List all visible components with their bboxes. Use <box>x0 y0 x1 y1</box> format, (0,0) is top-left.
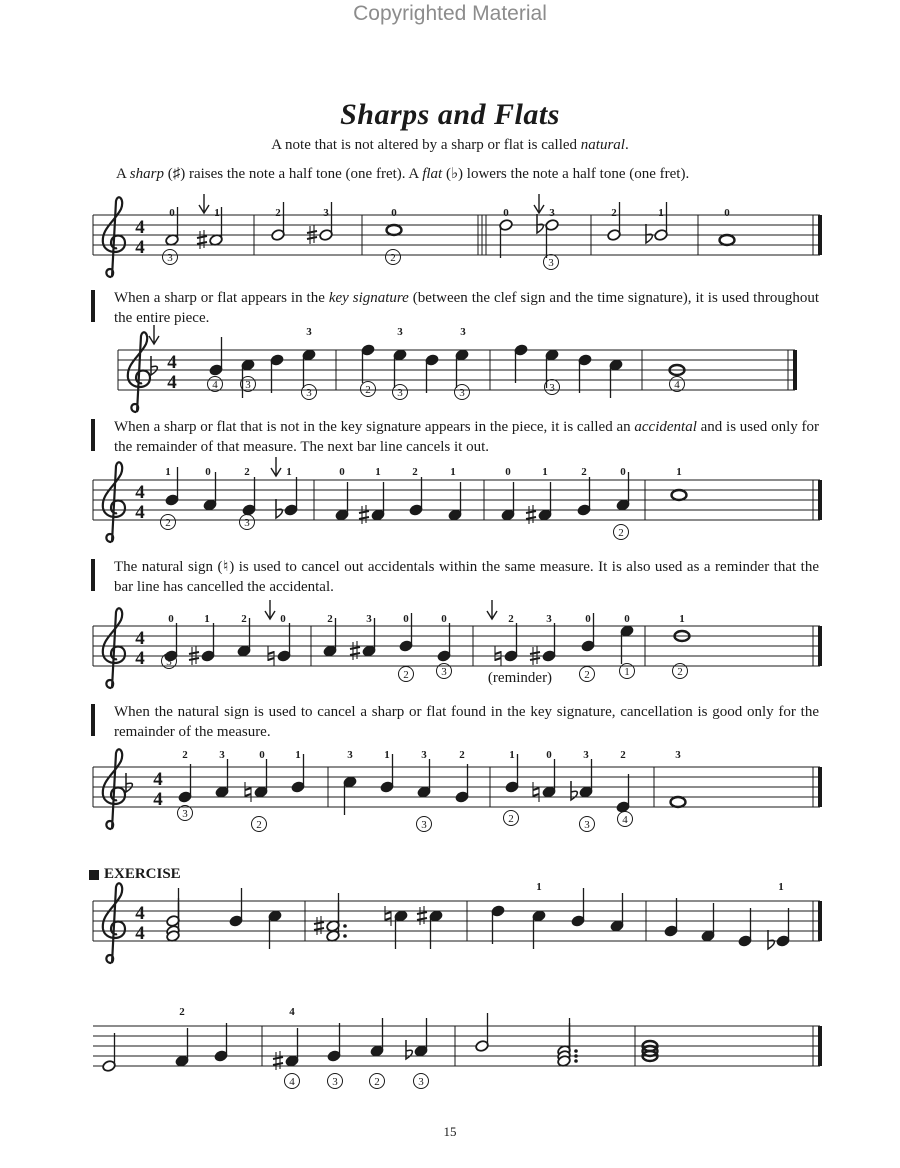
key-signature-term: key signature <box>328 290 409 306</box>
natural-sign-icon <box>385 906 391 926</box>
natural-sign-icon <box>533 782 539 802</box>
sharp-stroke <box>526 517 536 519</box>
staff-example-natural-sign <box>0 598 900 693</box>
string-number: 3 <box>244 517 250 529</box>
flat-icon <box>276 499 282 518</box>
fingering-number: 3 <box>323 207 329 219</box>
fingering-number: 0 <box>441 613 447 625</box>
down-arrow-icon <box>271 457 281 476</box>
fingering-number: 0 <box>585 613 591 625</box>
fingering-number: 1 <box>778 881 784 893</box>
string-number: 3 <box>167 252 173 264</box>
fingering-number: 0 <box>259 749 265 761</box>
fingering-number: 3 <box>306 326 312 338</box>
augmentation-dot <box>343 934 347 938</box>
sharp-flat-definition <box>116 164 816 184</box>
fingering-number: 1 <box>375 466 381 478</box>
flat-term: flat <box>422 166 443 182</box>
sharp-stroke <box>526 511 536 513</box>
fingering-number: 0 <box>205 466 211 478</box>
string-number: 1 <box>624 666 630 678</box>
sharp-stroke <box>359 517 369 519</box>
fingering-number: 3 <box>583 749 589 761</box>
natural-stroke <box>533 794 539 796</box>
time-signature-bottom: 4 <box>153 789 163 810</box>
string-number: 2 <box>374 1076 380 1088</box>
string-number: 2 <box>390 252 396 264</box>
down-arrow-icon <box>487 600 497 619</box>
fingering-number: 2 <box>182 749 188 761</box>
fingering-number: 0 <box>339 466 345 478</box>
fingering-number: 1 <box>679 613 685 625</box>
intro-text-end: . <box>624 137 629 153</box>
section-marker-bar <box>91 419 95 451</box>
fingering-number: 1 <box>509 749 515 761</box>
whole-note <box>387 225 402 235</box>
augmentation-dot <box>343 924 347 928</box>
key-signature-text-1: When a sharp or flat appears in the <box>114 290 329 306</box>
intro-emphasis: natural <box>580 137 625 153</box>
fingering-number: 0 <box>503 207 509 219</box>
fingering-number: 0 <box>403 613 409 625</box>
flat-icon <box>537 214 543 233</box>
flat-icon <box>646 224 652 243</box>
natural-stroke <box>385 912 391 914</box>
string-number: 2 <box>508 813 514 825</box>
key-signature-text-2: (between the clef sign and the time signature), it is used throughout the entire piece. <box>114 290 819 326</box>
heading-square-icon <box>89 870 99 880</box>
staff-example-cancellation <box>0 744 900 839</box>
page-title: Sharps and Flats <box>340 98 560 131</box>
exercise-heading-label: EXERCISE <box>104 866 181 882</box>
sharp-stroke <box>417 918 427 920</box>
sharp-flat-text-2: (♯) raises the note a half tone (one fret). A <box>163 166 423 182</box>
string-number: 2 <box>365 384 371 396</box>
time-signature-bottom: 4 <box>135 237 145 258</box>
intro-text-start: A note that is not altered by a sharp or flat is called <box>271 137 581 153</box>
time-signature-top: 4 <box>135 628 145 649</box>
whole-note <box>720 235 735 245</box>
sharp-stroke <box>350 647 360 649</box>
sharp-icon <box>314 916 324 935</box>
page-number: 15 <box>443 1124 457 1139</box>
fingering-number: 3 <box>397 326 403 338</box>
fingering-number: 3 <box>460 326 466 338</box>
fingering-number: 3 <box>219 749 225 761</box>
cancellation-paragraph: When the natural sign is used to cancel a sharp or flat found in the key signature, cancellation is good only for the remainder of the measure. <box>114 704 819 740</box>
natural-sign-icon <box>245 782 251 802</box>
fingering-number: 2 <box>241 613 247 625</box>
natural-stroke <box>495 658 501 660</box>
section-marker-bar <box>91 290 95 322</box>
fingering-number: 1 <box>542 466 548 478</box>
staff-example-accidentals <box>0 457 900 552</box>
sharp-stroke <box>530 652 540 654</box>
fingering-number: 2 <box>275 207 281 219</box>
fingering-number: 2 <box>459 749 465 761</box>
fingering-number: 2 <box>581 466 587 478</box>
augmentation-dot <box>574 1049 578 1053</box>
string-number: 3 <box>549 382 555 394</box>
string-number: 2 <box>165 517 171 529</box>
accidental-text-2: and is used only for the remainder of that measure. The next bar line cancels it out. <box>114 419 819 455</box>
fingering-number: 1 <box>204 613 210 625</box>
time-signature-top: 4 <box>135 217 145 238</box>
augmentation-dot <box>574 1059 578 1063</box>
fingering-number: 0 <box>724 207 730 219</box>
natural-stroke <box>245 794 251 796</box>
string-number: 3 <box>166 656 172 668</box>
string-number: 3 <box>245 379 251 391</box>
fingering-number: 0 <box>620 466 626 478</box>
natural-stroke <box>268 652 274 654</box>
time-signature-top: 4 <box>135 482 145 503</box>
sharp-stroke <box>307 231 317 233</box>
fingering-number: 1 <box>536 881 542 893</box>
fingering-number: 1 <box>450 466 456 478</box>
sharp-icon <box>273 1051 283 1070</box>
staff-example-sharps-flats <box>0 192 900 287</box>
staff-exercise-line-2 <box>0 1008 900 1103</box>
string-number: 2 <box>618 527 624 539</box>
treble-clef-icon <box>103 197 125 277</box>
sharp-stroke <box>314 928 324 930</box>
string-number: 3 <box>397 387 403 399</box>
string-number: 3 <box>306 387 312 399</box>
fingering-number: 1 <box>165 466 171 478</box>
natural-stroke <box>533 788 539 790</box>
string-number: 3 <box>421 819 427 831</box>
time-signature-top: 4 <box>135 903 145 924</box>
fingering-number: 1 <box>676 466 682 478</box>
string-number: 3 <box>584 819 590 831</box>
fingering-number: 3 <box>347 749 353 761</box>
fingering-number: 1 <box>295 749 301 761</box>
string-number: 3 <box>332 1076 338 1088</box>
sharp-icon <box>417 906 427 925</box>
fingering-number: 3 <box>549 207 555 219</box>
section-marker-bar <box>91 559 95 591</box>
string-number: 4 <box>622 814 628 826</box>
sharp-flat-text-1: A <box>116 166 130 182</box>
fingering-number: 3 <box>421 749 427 761</box>
fingering-number: 1 <box>384 749 390 761</box>
treble-clef-icon <box>128 332 150 412</box>
fingering-number: 0 <box>505 466 511 478</box>
fingering-number: 2 <box>508 613 514 625</box>
string-number: 3 <box>418 1076 424 1088</box>
staff-example-key-signature <box>0 326 900 412</box>
sharp-stroke <box>189 652 199 654</box>
sharp-stroke <box>314 922 324 924</box>
string-number: 3 <box>459 387 465 399</box>
accidental-text-1: When a sharp or flat that is not in the key signature appears in the piece, it is called an <box>114 419 635 435</box>
fingering-number: 2 <box>611 207 617 219</box>
sharp-stroke <box>307 237 317 239</box>
string-number: 3 <box>182 808 188 820</box>
augmentation-dot <box>574 1054 578 1058</box>
fingering-number: 0 <box>546 749 552 761</box>
fingering-number: 2 <box>179 1006 185 1018</box>
sharp-stroke <box>189 658 199 660</box>
string-number: 4 <box>289 1076 295 1088</box>
natural-sign-paragraph: The natural sign (♮) is used to cancel out accidentals within the same measure. It is also used as a reminder that the bar line has cancelled the accidental. <box>114 559 819 595</box>
time-signature-bottom: 4 <box>135 923 145 944</box>
treble-clef-icon <box>103 749 125 829</box>
fingering-number: 2 <box>244 466 250 478</box>
time-signature-top: 4 <box>167 352 177 373</box>
exercise-heading <box>89 866 181 883</box>
flat-icon <box>768 930 774 949</box>
string-number: 2 <box>403 669 409 681</box>
whole-note <box>671 797 686 807</box>
treble-clef-icon <box>103 608 125 688</box>
treble-clef-icon <box>103 883 125 963</box>
string-number: 2 <box>584 669 590 681</box>
string-number: 2 <box>677 666 683 678</box>
fingering-number: 0 <box>391 207 397 219</box>
sharp-stroke <box>273 1057 283 1059</box>
sharp-term: sharp <box>129 166 164 182</box>
string-number: 4 <box>212 379 218 391</box>
whole-note <box>672 490 687 500</box>
sharp-stroke <box>350 653 360 655</box>
down-arrow-icon <box>534 194 544 213</box>
natural-stroke <box>385 918 391 920</box>
treble-clef-icon <box>103 462 125 542</box>
sharp-flat-text-3: (♭) lowers the note a half tone (one fret). <box>442 166 690 182</box>
sharp-stroke <box>273 1063 283 1065</box>
key-signature-flat-icon <box>151 356 157 375</box>
section-marker-bar <box>91 704 95 736</box>
fingering-number: 3 <box>546 613 552 625</box>
sharp-stroke <box>530 658 540 660</box>
fingering-number: 1 <box>658 207 664 219</box>
time-signature-bottom: 4 <box>167 372 177 393</box>
key-signature-paragraph <box>114 288 819 328</box>
natural-stroke <box>245 788 251 790</box>
time-signature-bottom: 4 <box>135 648 145 669</box>
sharp-icon <box>359 505 369 524</box>
key-signature-flat-icon <box>126 773 132 792</box>
time-signature-top: 4 <box>153 769 163 790</box>
fingering-number: 0 <box>169 207 175 219</box>
fingering-number: 1 <box>214 207 220 219</box>
down-arrow-icon <box>265 600 275 619</box>
fingering-number: 3 <box>366 613 372 625</box>
sharp-stroke <box>197 242 207 244</box>
string-number: 2 <box>256 819 262 831</box>
staff-exercise-line-1 <box>0 881 900 968</box>
fingering-number: 0 <box>624 613 630 625</box>
sharp-stroke <box>197 236 207 238</box>
sharp-icon <box>350 641 360 660</box>
reminder-label: (reminder) <box>487 670 553 686</box>
natural-stroke <box>268 658 274 660</box>
string-number: 4 <box>674 379 680 391</box>
fingering-number: 0 <box>168 613 174 625</box>
sharp-stroke <box>359 511 369 513</box>
string-number: 3 <box>441 666 447 678</box>
fingering-number: 2 <box>412 466 418 478</box>
fingering-number: 2 <box>620 749 626 761</box>
sharp-stroke <box>417 912 427 914</box>
fingering-number: 3 <box>675 749 681 761</box>
accidental-paragraph <box>114 417 819 457</box>
intro-text <box>0 137 900 154</box>
natural-stroke <box>495 652 501 654</box>
time-signature-bottom: 4 <box>135 502 145 523</box>
fingering-number: 4 <box>289 1006 295 1018</box>
sharp-icon <box>197 230 207 249</box>
accidental-term: accidental <box>634 419 697 435</box>
string-number: 3 <box>548 257 554 269</box>
sharp-icon <box>526 505 536 524</box>
copyright-watermark: Copyrighted Material <box>353 2 547 25</box>
fingering-number: 2 <box>327 613 333 625</box>
fingering-number: 0 <box>280 613 286 625</box>
down-arrow-icon <box>199 194 209 213</box>
fingering-number: 1 <box>286 466 292 478</box>
